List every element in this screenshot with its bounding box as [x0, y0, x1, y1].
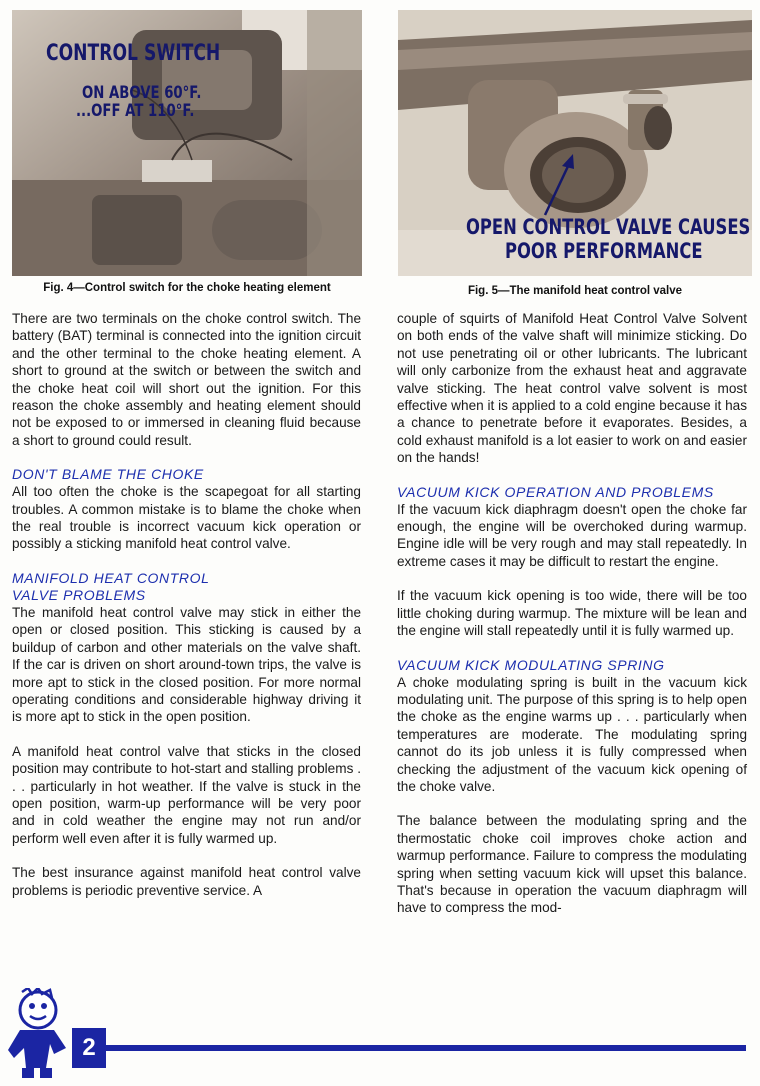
figure-5-caption: Fig. 5—The manifold heat control valve	[467, 285, 683, 297]
footer-rule	[100, 1045, 746, 1051]
left-paragraph-5: The best insurance against manifold heat control valve problems is periodic preventive service. A	[12, 865, 361, 898]
fig5-overlay-line1: OPEN CONTROL VALVE CAUSES	[466, 215, 751, 239]
heading-dont-blame-choke: DON'T BLAME THE CHOKE	[12, 466, 204, 483]
heading-vacuum-kick-operation: VACUUM KICK OPERATION AND PROBLEMS	[397, 483, 714, 500]
left-paragraph-4: A manifold heat control valve that sticks in the closed position may contribute to hot-start and stalling problems . . . particularly in hot weather. If the valve is stuck in the open position, warm-up performance will be very poor and in cold weather the engine may not run and/or perform well even after it is fully warmed up.	[12, 743, 361, 846]
right-paragraph-4: A choke modulating spring is built in the vacuum kick modulating unit. The purpose of this spring is to help open the choke as the engine warms up . . . particularly when temperatures are moderate. The modulating spring cannot do its job unless it is fully compressed when checking the adjustment of the vacuum kick opening of the choke valve.	[397, 674, 747, 794]
fig4-overlay-title: CONTROL SWITCH	[46, 41, 221, 66]
right-paragraph-5: The balance between the modulating spring and the thermostatic choke coil improves choke action and warmup performance. Failure to compress the modulating spring when setting vacuum kick will upset this balance. That's because in operation the vacuum diaphragm will have to compress the mod-	[397, 813, 747, 916]
right-paragraph-2: If the vacuum kick diaphragm doesn't open the choke far enough, the engine will be overchoked during warmup. Engine idle will be very rough and may stall repeatedly. In extreme cases it may be difficult to restart the engine.	[397, 501, 747, 569]
fig5-arrow-icon	[540, 150, 580, 220]
heading-vacuum-kick-modulating-spring: VACUUM KICK MODULATING SPRING	[397, 656, 665, 673]
page-number: 2	[72, 1028, 106, 1068]
left-paragraph-3: The manifold heat control valve may stick in either the open or closed position. This sticking is caused by a buildup of carbon and other materials on the valve shaft. If the car is driven on short around-town trips, the valve is more apt to stick in the closed position. For more normal operating conditions and considerable highway driving it is more apt to stick in the open position.	[12, 604, 361, 725]
right-column	[397, 310, 747, 934]
heading-valve-problems: VALVE PROBLEMS	[12, 586, 146, 603]
fig4-overlay-line1: ON ABOVE 60°F.	[82, 83, 202, 103]
fig5-overlay-line2: POOR PERFORMANCE	[505, 239, 703, 263]
left-paragraph-1: There are two terminals on the choke control switch. The battery (BAT) terminal is connected into the ignition circuit and the other terminal to the choke heating element. A short to ground at the switch or between the switch and the choke heat coil will short out the ignition. For this reason the choke assembly and heating element should not be exposed to or immersed in cleaning fluid because a short to ground could result.	[12, 311, 361, 448]
left-paragraph-2: All too often the choke is the scapegoat for all starting troubles. A common mistake is to blame the choke when the real trouble is incorrect vacuum kick operation or possibly a sticking manifold heat control valve.	[12, 484, 361, 552]
heading-manifold-heat-control: MANIFOLD HEAT CONTROL	[12, 569, 210, 586]
left-column	[12, 310, 361, 916]
right-paragraph-1: couple of squirts of Manifold Heat Control Valve Solvent on both ends of the valve shaft will minimize sticking. Do not use penetrating oil or other lubricants. The lubricant will only carbonize from the exhaust heat and aggravate valve sticking. The heat control valve solvent is most effective when it is applied to a cold engine because it has a chance to penetrate before it evaporates. Besides, a cold exhaust manifold is a lot easier to work on and easier on the hands!	[397, 311, 747, 466]
right-paragraph-3: If the vacuum kick opening is too wide, there will be too little choking during warmup. The mixture will be lean and the engine will stall repeatedly until it is fully warmed up.	[397, 588, 747, 639]
figure-4-caption: Fig. 4—Control switch for the choke heating element	[43, 282, 331, 294]
fig4-overlay-line2: ...OFF AT 110°F.	[76, 101, 195, 121]
